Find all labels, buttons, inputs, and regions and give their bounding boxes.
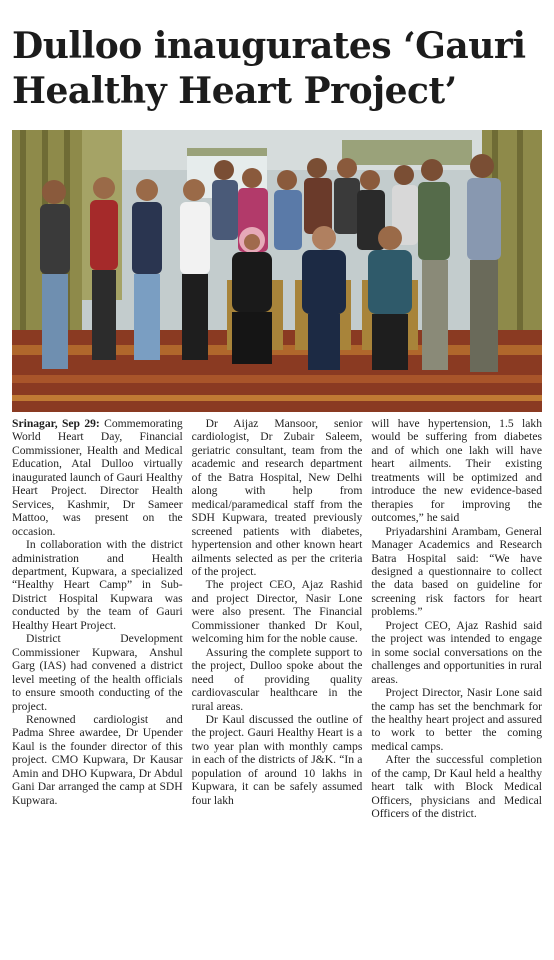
article-paragraph: will have hypertension, 1.5 lakh would be suffering from diabetes and of which one lakh will have heart ailments. Their existing treatments will be optimized and introduce the new evidence-based therapies for improving the outcomes,” he said [371, 417, 543, 525]
article-paragraph: Project Director, Nasir Lone said the camp has set the benchmark for the healthy heart project and assured to work to better the coming medical camps. [371, 686, 543, 753]
article-paragraph: Renowned cardiologist and Padma Shree awardee, Dr Upender Kaul is the founder director of this project. CMO Kupwara, Dr Kausar Amin and DHO Kupwara, Dr Abdul Gani Dar arranged the camp at SDH Kupwara. [12, 712, 183, 807]
article-column-3 [371, 417, 542, 947]
article-paragraph: Dr Aijaz Mansoor, senior cardiologist, Dr Zubair Saleem, geriatric consultant, team from the academic and research department of the Batra Hospital, New Delhi along with help from medical/paramedical staff from the SDH Kupwara, treated previously screened patients with diabetes, hypertension and other known heart ailments selected as per the criteria of the project. [191, 417, 363, 578]
group-photo [12, 130, 542, 412]
article-column-1 [12, 417, 183, 947]
article-paragraph: After the successful completion of the camp, Dr Kaul held a healthy heart talk with Block Medical Officers, physicians and Medical Officers of the district. [371, 753, 543, 821]
article-paragraph: In collaboration with the district administration and Health department, Kupwara, a specialized “Healthy Heart Camp” in Sub-District Hospital Kupwara was conducted by the team of Gauri Healthy Heart Project. [12, 538, 183, 632]
article-body [12, 417, 542, 947]
article-paragraph: District Development Commissioner Kupwara, Anshul Garg (IAS) had convened a district level meeting of the health officials to ensure smooth conducting of the project. [12, 632, 183, 713]
article-paragraph: Project CEO, Ajaz Rashid said the project was intended to engage in some social conversations on the challenges and opportunities in rural areas. [371, 618, 543, 686]
headline: Dulloo inaugurates ‘Gauri Healthy Heart Project’ [12, 25, 526, 112]
article-paragraph: Srinagar, Sep 29: Commemorating World Heart Day, Financial Commissioner, Health and Medical Education, Atal Dulloo virtually inaugurated launch of Gauri Healthy Heart Project. Director Health Services, Kashmir, Dr Sameer Mattoo, was present on the occasion. [12, 417, 183, 538]
article-paragraph: Priyadarshini Arambam, General Manager Academics and Research Batra Hospital said: “We have designed a questionnaire to collect the data based on guideline for screening risk factors for heart problems.” [371, 524, 543, 619]
article-column-2 [192, 417, 363, 947]
dateline: Srinagar, Sep 29: [12, 417, 100, 430]
article-paragraph: The project CEO, Ajaz Rashid and project Director, Nasir Lone were also present. The Financial Commissioner thanked Dr Koul, welcoming him for the noble cause. [191, 578, 363, 646]
article-paragraph: Dr Kaul discussed the outline of the project. Gauri Healthy Heart is a two year plan with monthly camps in each of the districts of J&K. “In a population of around 10 lakhs in Kupwara, it can be safely assumed four lakh [191, 712, 363, 807]
article-paragraph: Assuring the complete support to the project, Dulloo spoke about the need of providing quality cardiovascular healthcare in the rural areas. [191, 645, 363, 713]
group-photo-illustration [12, 130, 542, 412]
